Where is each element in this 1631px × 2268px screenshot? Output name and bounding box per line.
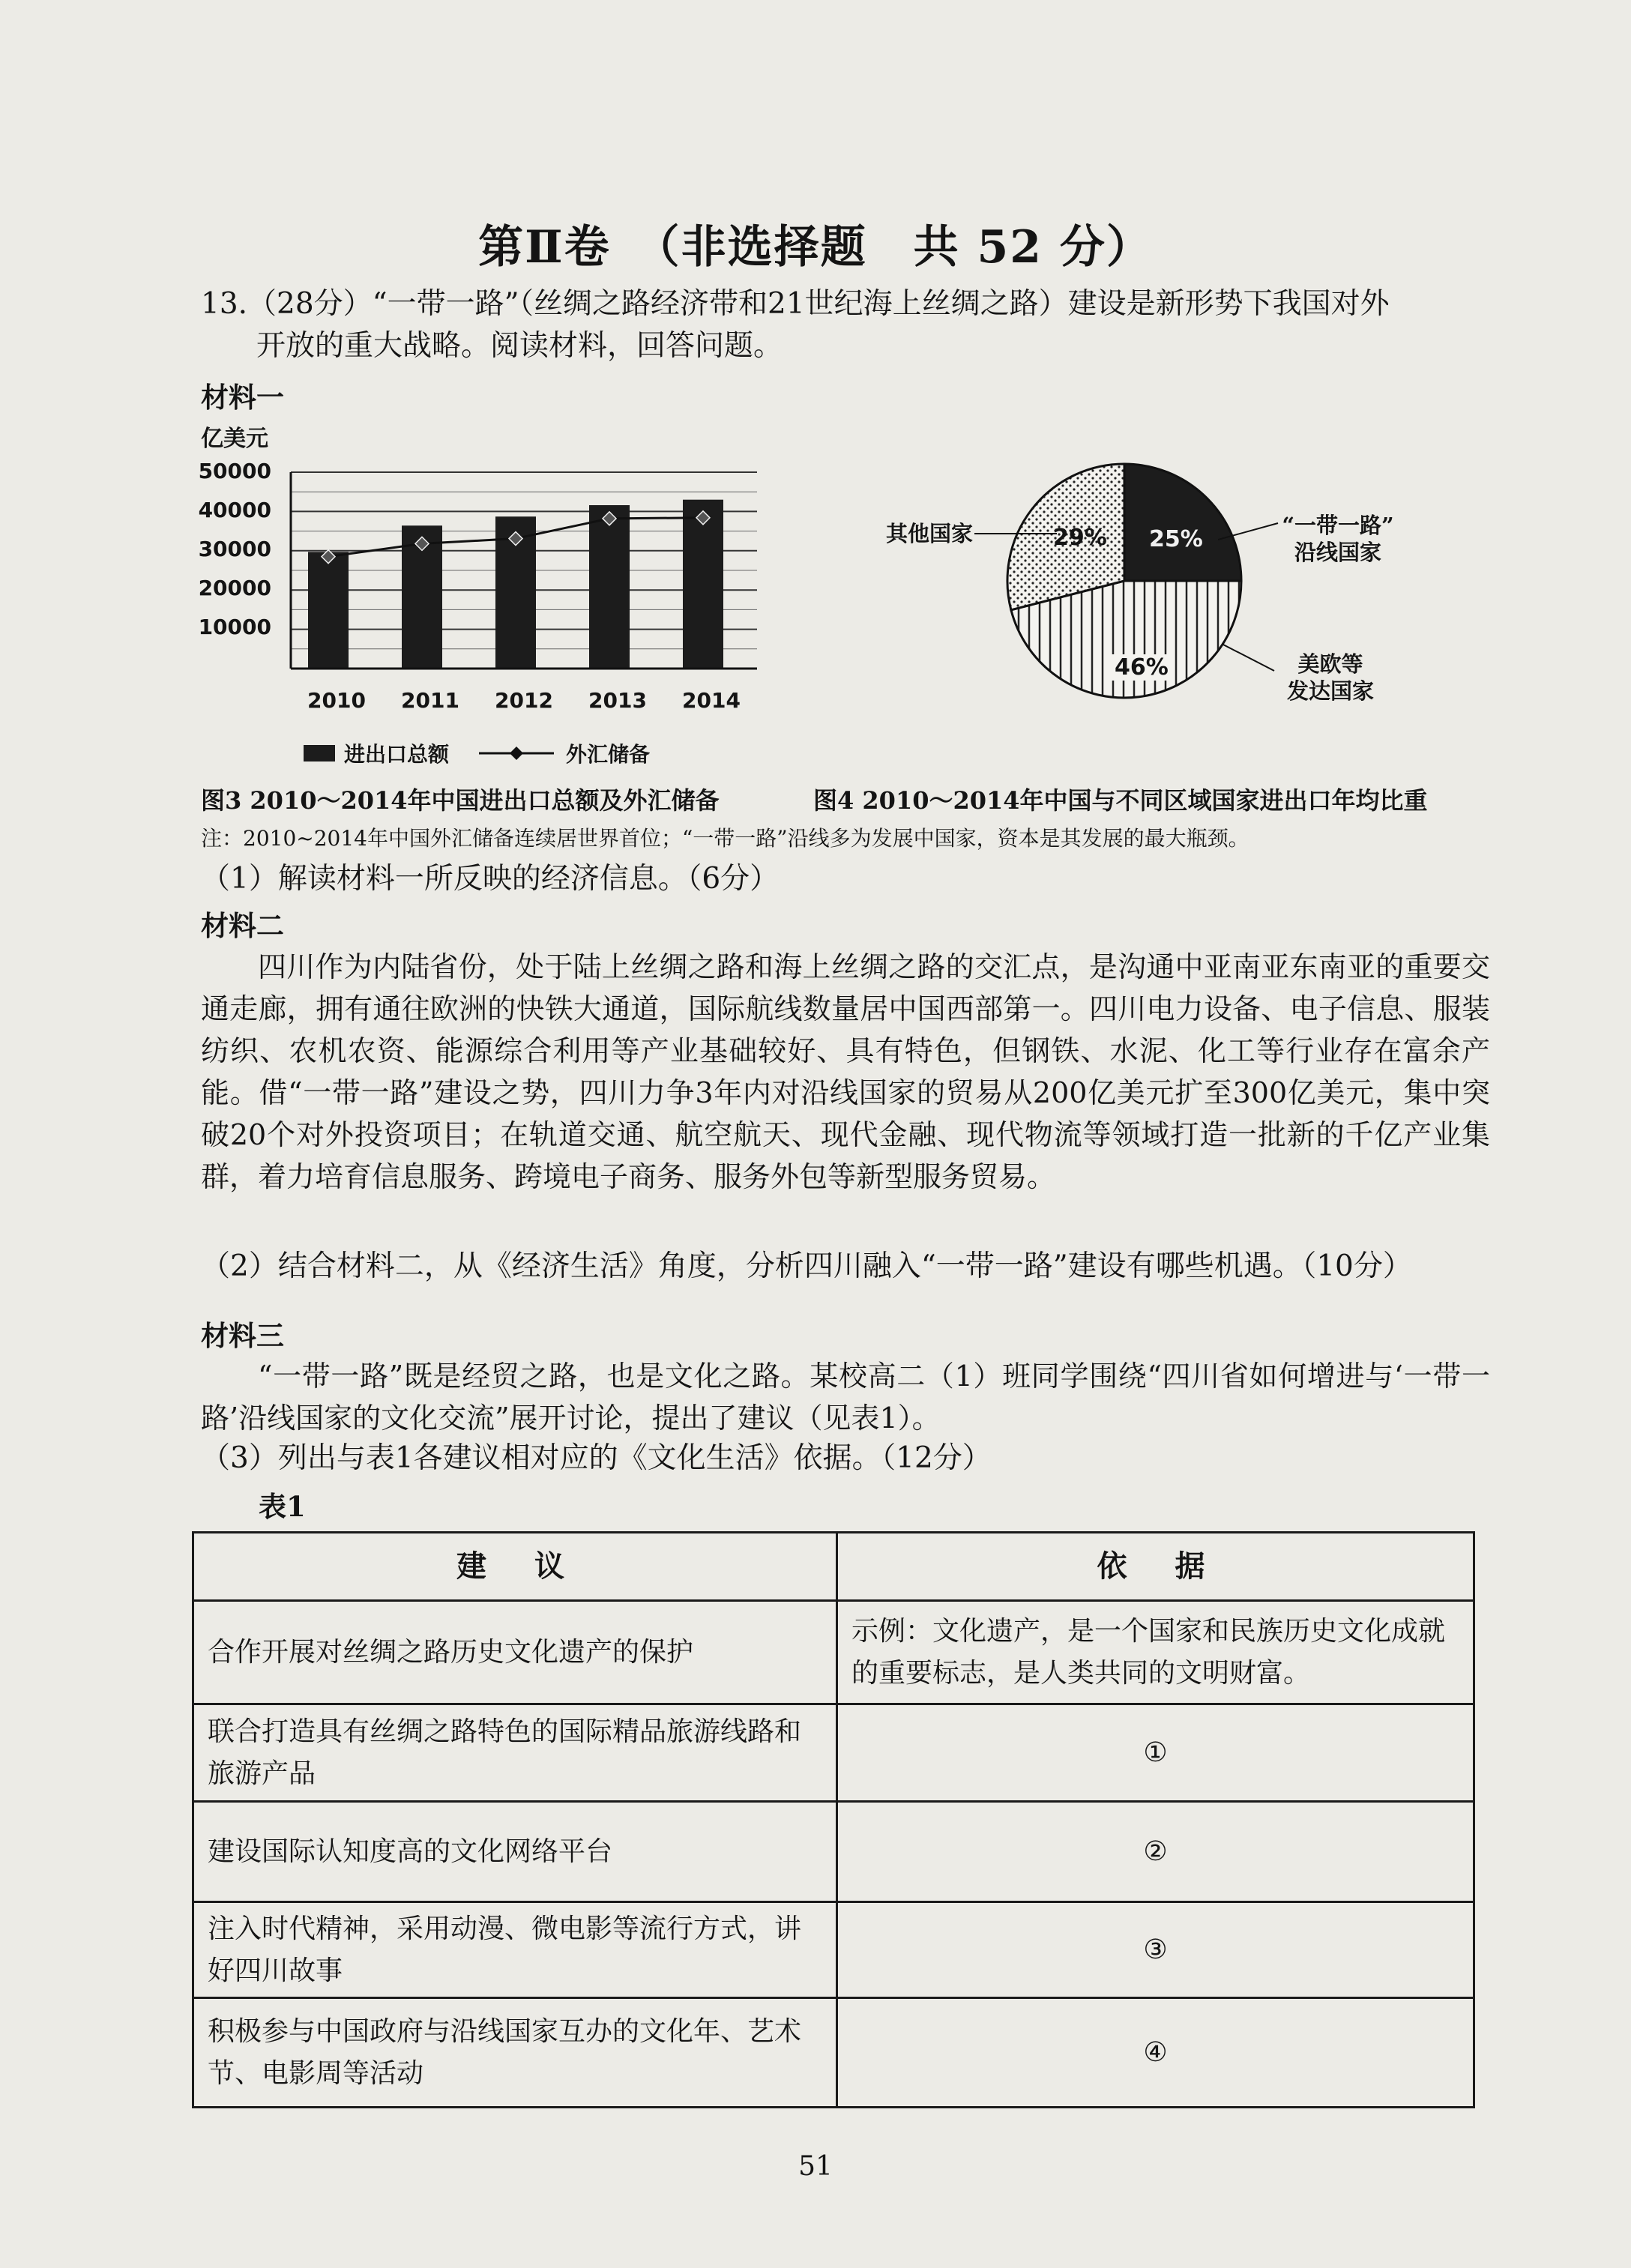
x-tick-2014: 2014: [682, 688, 741, 713]
bar-2013: [589, 505, 630, 669]
table-cell-basis: ①: [837, 1704, 1474, 1802]
pie-leader-west: [1222, 641, 1282, 678]
bar-2010: [308, 552, 349, 669]
bar-line-chart: [285, 450, 765, 690]
table-cell-basis: ④: [837, 1998, 1474, 2108]
question-line-2: 开放的重大战略。阅读材料，回答问题。: [256, 329, 783, 363]
table-row: [193, 1704, 1474, 1802]
legend-label-line: 外汇储备: [566, 742, 651, 767]
table-row: [193, 1998, 1474, 2108]
y-tick-50000: 50000: [198, 459, 271, 483]
table-cell-basis: 示例：文化遗产，是一个国家和民族历史文化成就的重要标志，是人类共同的文明财富。: [837, 1601, 1474, 1704]
chart-y-unit: 亿美元: [201, 426, 268, 452]
page-title: 第Ⅱ卷 （非选择题 共 52 分）: [478, 221, 1153, 274]
pie-label-other: 其他国家: [886, 521, 974, 546]
x-tick-2013: 2013: [588, 688, 647, 713]
pie-label-belt-line2: 沿线国家: [1294, 540, 1381, 565]
pie-pct-west: 46%: [1112, 654, 1172, 681]
question-13: [201, 283, 1505, 367]
pie-pct-other: 29%: [1053, 525, 1107, 551]
pie-label-west-line2: 发达国家: [1286, 678, 1374, 704]
table-cell-suggestion: 联合打造具有丝绸之路特色的国际精品旅游线路和旅游产品: [193, 1704, 837, 1802]
table-header-basis: 依 据: [837, 1533, 1474, 1601]
pie-label-west: [1267, 651, 1394, 705]
table-cell-suggestion: 注入时代精神，采用动漫、微电影等流行方式，讲好四川故事: [193, 1902, 837, 1998]
legend-swatch-bar: [304, 745, 335, 761]
table-row: [193, 1601, 1474, 1704]
table-cell-basis: ②: [837, 1802, 1474, 1902]
pie-pct-belt: 25%: [1149, 526, 1203, 552]
question-2: （2）结合材料二，从《经济生活》角度，分析四川融入“一带一路”建设有哪些机遇。（10分）: [201, 1249, 1412, 1283]
pie-label-belt: [1274, 512, 1402, 566]
chart-bars: [308, 500, 723, 669]
x-tick-2012: 2012: [495, 688, 553, 713]
legend-label-bar: 进出口总额: [344, 742, 450, 767]
table-cell-suggestion: 积极参与中国政府与沿线国家互办的文化年、艺术节、电影周等活动: [193, 1998, 837, 2108]
table-cell-suggestion: 合作开展对丝绸之路历史文化遗产的保护: [193, 1601, 837, 1704]
figure-4-caption: 图4 2010～2014年中国与不同区域国家进出口年均比重: [813, 786, 1428, 815]
table-cell-suggestion: 建设国际认知度高的文化网络平台: [193, 1802, 837, 1902]
table-cell-basis: ③: [837, 1902, 1474, 1998]
material-3-label: 材料三: [201, 1319, 284, 1352]
y-tick-30000: 30000: [198, 537, 271, 561]
material-2-label: 材料二: [201, 909, 284, 942]
material-2-text: 四川作为内陆省份，处于陆上丝绸之路和海上丝绸之路的交汇点，是沟通中亚南亚东南亚的重要交通走廊，拥有通往欧洲的快铁大通道，国际航线数量居中国西部第一。四川电力设备、电子信息、服装纺织、农机农资、能源综合利用等产业基础较好、具有特色，但钢铁、水泥、化工等行业存在富余产能。借“一带一路”建设之势，四川力争3年内对沿线国家的贸易从200亿美元扩至300亿美元，集中突破20个对外投资项目；在轨道交通、航空航天、现代金融、现代物流等领域打造一批新的千亿产业集群，着力培育信息服务、跨境电子商务、服务外包等新型服务贸易。: [201, 950, 1490, 1193]
x-tick-2011: 2011: [401, 688, 459, 713]
y-tick-10000: 10000: [198, 615, 271, 639]
legend-swatch-line: [479, 744, 561, 762]
y-tick-20000: 20000: [198, 576, 271, 600]
question-1: （1）解读材料一所反映的经济信息。（6分）: [201, 862, 780, 896]
x-tick-2010: 2010: [307, 688, 366, 713]
table-label: 表1: [259, 1490, 306, 1523]
y-tick-40000: 40000: [198, 498, 271, 522]
figure-3-caption: 图3 2010～2014年中国进出口总额及外汇储备: [201, 786, 720, 815]
question-line-1: 13.（28分）“一带一路”（丝绸之路经济带和21世纪海上丝绸之路）建设是新形势下我国对外: [201, 287, 1390, 321]
table-1: [192, 1531, 1475, 2108]
chart-legend: [304, 738, 650, 768]
pie-leader-belt: [1218, 517, 1285, 547]
page-number: 51: [798, 2151, 833, 2182]
table-header-row: [193, 1533, 1474, 1601]
pie-leader-other: [974, 525, 1064, 547]
pie-label-belt-line1: “一带一路”: [1282, 513, 1394, 538]
figure-note: 注：2010~2014年中国外汇储备连续居世界首位；“一带一路”沿线多为发展中国家，资本是其发展的最大瓶颈。: [201, 826, 1249, 851]
table-header-suggestion: 建 议: [193, 1533, 837, 1601]
table-row: [193, 1902, 1474, 1998]
table-row: [193, 1802, 1474, 1902]
material-3-text: “一带一路”既是经贸之路，也是文化之路。某校高二（1）班同学围绕“四川省如何增进与‘一带一路’沿线国家的文化交流”展开讨论，提出了建议（见表1）。: [201, 1360, 1490, 1435]
material-1-label: 材料一: [201, 381, 284, 414]
pie-label-west-line1: 美欧等: [1297, 651, 1363, 677]
question-3: （3）列出与表1各建议相对应的《文化生活》依据。（12分）: [201, 1441, 992, 1475]
